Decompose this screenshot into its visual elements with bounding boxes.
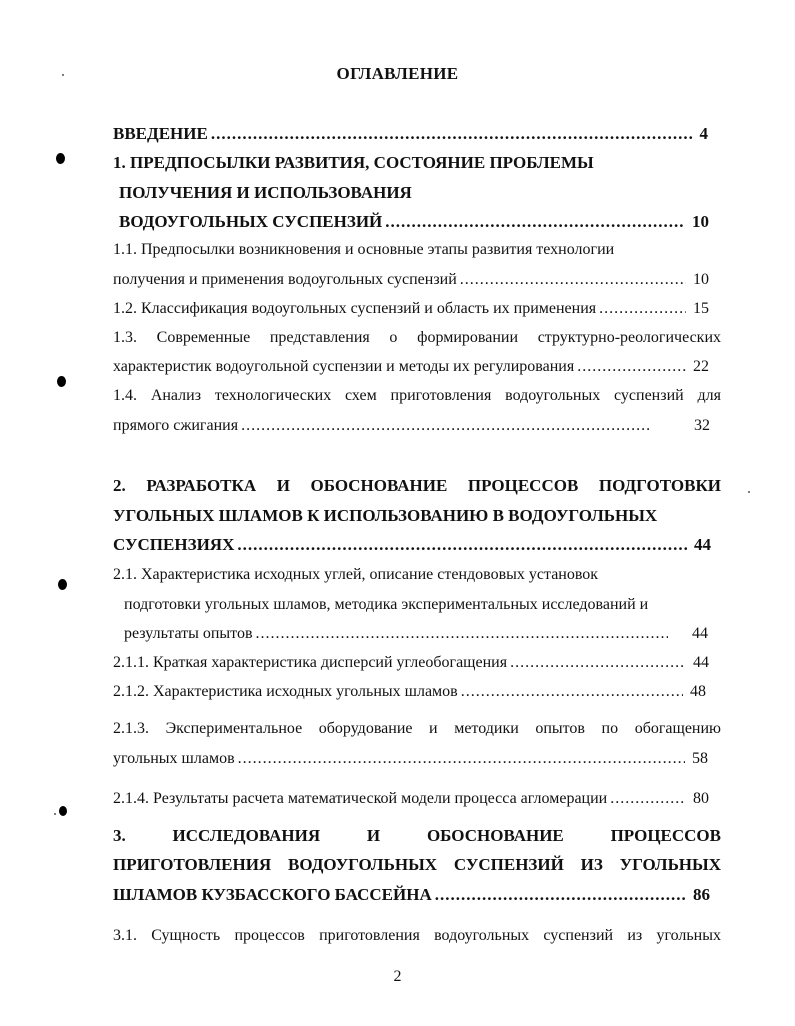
toc-page: 32	[694, 417, 710, 434]
dot-leader	[461, 682, 683, 702]
toc-page: 80	[693, 790, 709, 807]
toc-1-4-line1: 1.4. Анализ технологических схем приготовления водоугольных суспензий для	[113, 387, 721, 404]
page-number: 2	[393, 968, 402, 985]
dot-leader	[211, 124, 693, 144]
toc-entry-2-1	[124, 624, 708, 644]
punch-mark	[56, 153, 65, 164]
toc-text: угольных шламов	[113, 750, 235, 767]
dot-leader	[577, 357, 686, 377]
toc-entry-chapter1	[119, 212, 709, 232]
scan-speck	[62, 74, 64, 76]
toc-text: ВВЕДЕНИЕ	[113, 124, 208, 143]
toc-entry-1-3	[113, 357, 709, 377]
toc-chapter2-line2: УГОЛЬНЫХ ШЛАМОВ К ИСПОЛЬЗОВАНИЮ В ВОДОУГОЛЬНЫХ	[113, 506, 658, 525]
dot-leader	[385, 212, 685, 232]
toc-text: характеристик водоугольной суспензии и методы их регулирования	[113, 358, 575, 375]
toc-text: 2.1.1. Краткая характеристика дисперсий углеобогащения	[113, 654, 508, 671]
toc-text: 2.1.4. Результаты расчета математической модели процесса агломерации	[113, 790, 608, 807]
toc-2-1-3-line1: 2.1.3. Экспериментальное оборудование и методики опытов по обогащению	[113, 720, 721, 737]
toc-page: 48	[690, 683, 706, 700]
dot-leader	[599, 299, 686, 319]
toc-2-1-line1: 2.1. Характеристика исходных углей, описание стендововых установок	[113, 566, 599, 583]
toc-text: получения и применения водоугольных суспензий	[113, 271, 457, 288]
punch-mark	[58, 579, 67, 590]
toc-text: результаты опытов	[124, 625, 253, 642]
toc-page: 22	[693, 358, 709, 375]
toc-page: 15	[693, 300, 709, 317]
toc-chapter1-line1: 1. ПРЕДПОСЫЛКИ РАЗВИТИЯ, СОСТОЯНИЕ ПРОБЛЕМЫ	[113, 153, 594, 172]
toc-1-3-line1: 1.3. Современные представления о формировании структурно-реологических	[113, 329, 721, 346]
scan-speck	[748, 491, 750, 493]
toc-entry-2-1-4	[113, 789, 709, 809]
toc-page: 58	[692, 750, 708, 767]
punch-mark	[59, 806, 67, 816]
toc-page: 86	[693, 885, 710, 904]
dot-leader	[610, 789, 686, 809]
toc-page: 44	[694, 535, 711, 554]
toc-chapter3-line1: 3. ИССЛЕДОВАНИЯ И ОБОСНОВАНИЕ ПРОЦЕССОВ	[113, 826, 721, 845]
toc-3-1-line1: 3.1. Сущность процессов приготовления водоугольных суспензий из угольных	[113, 927, 721, 944]
dot-leader	[237, 535, 687, 555]
toc-chapter3-line2: ПРИГОТОВЛЕНИЯ ВОДОУГОЛЬНЫХ СУСПЕНЗИЙ ИЗ УГОЛЬНЫХ	[113, 855, 721, 874]
toc-chapter2-line1: 2. РАЗРАБОТКА И ОБОСНОВАНИЕ ПРОЦЕССОВ ПОДГОТОВКИ	[113, 476, 721, 495]
toc-text: ШЛАМОВ КУЗБАССКОГО БАССЕЙНА	[113, 885, 432, 904]
toc-page: 44	[693, 654, 709, 671]
scan-speck	[54, 813, 56, 815]
toc-entry-2-1-1	[113, 653, 709, 673]
dot-leader	[256, 624, 668, 644]
punch-mark	[57, 376, 66, 387]
toc-text: 1.2. Классификация водоугольных суспензий и область их применения	[113, 300, 597, 317]
toc-entry-1-2	[113, 299, 709, 319]
toc-1-1-line1: 1.1. Предпосылки возникновения и основные этапы развития технологии	[113, 241, 615, 258]
toc-entry-2-1-2	[113, 682, 706, 702]
toc-entry-chapter3	[113, 885, 710, 905]
toc-page: 44	[692, 625, 708, 642]
dot-leader	[435, 885, 686, 905]
dot-leader	[241, 416, 650, 436]
toc-2-1-line2: подготовки угольных шламов, методика экспериментальных исследований и	[124, 596, 649, 613]
toc-page: 4	[699, 124, 708, 143]
toc-page: 10	[693, 271, 709, 288]
toc-entry-intro	[113, 124, 708, 144]
dot-leader	[460, 270, 686, 290]
dot-leader	[238, 749, 685, 769]
toc-text: прямого сжигания	[113, 417, 239, 434]
toc-text: ВОДОУГОЛЬНЫХ СУСПЕНЗИЙ	[119, 212, 383, 231]
toc-chapter1-line2: ПОЛУЧЕНИЯ И ИСПОЛЬЗОВАНИЯ	[119, 183, 412, 202]
page-title: ОГЛАВЛЕНИЕ	[336, 64, 459, 83]
toc-text: 2.1.2. Характеристика исходных угольных шламов	[113, 683, 458, 700]
toc-entry-2-1-3	[113, 749, 708, 769]
dot-leader	[510, 653, 686, 673]
toc-text: СУСПЕНЗИЯХ	[113, 535, 235, 554]
toc-page: 10	[692, 212, 709, 231]
toc-entry-1-4	[113, 416, 710, 436]
toc-entry-chapter2	[113, 535, 711, 555]
toc-entry-1-1	[113, 270, 709, 290]
